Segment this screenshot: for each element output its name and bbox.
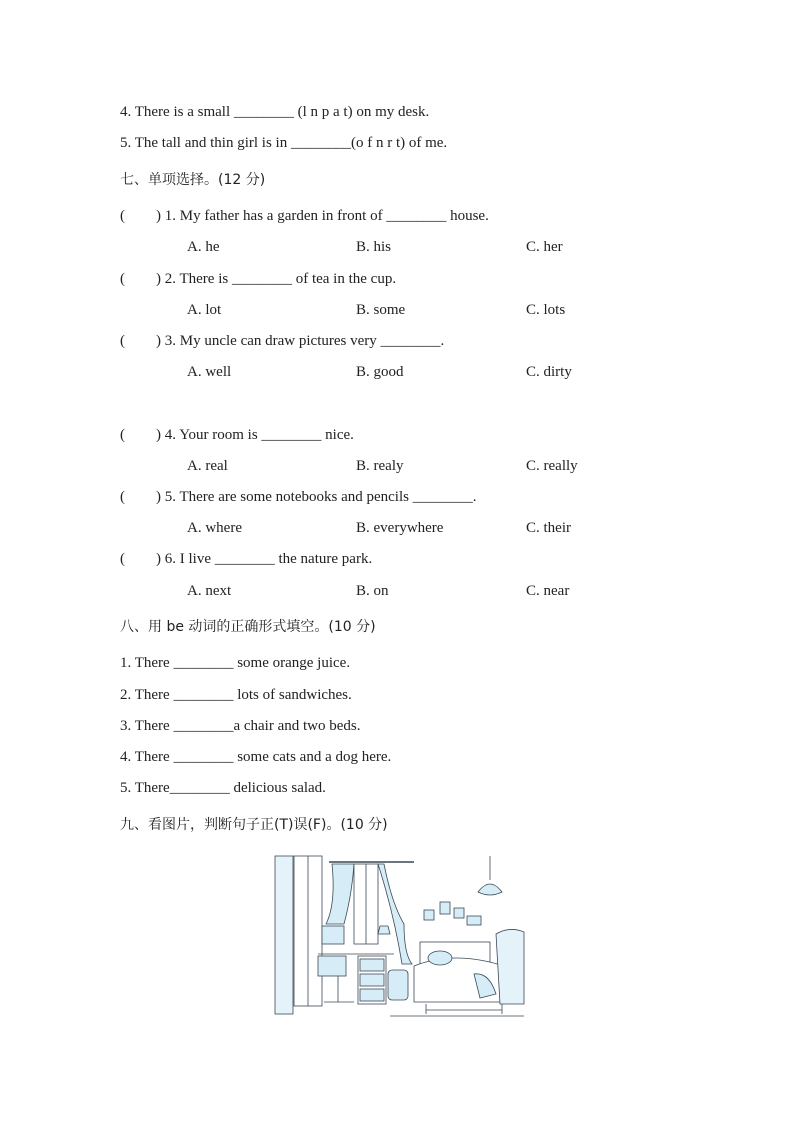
option-b: B. everywhere [356,520,444,536]
answer-paren[interactable]: ( [120,551,125,567]
answer-paren[interactable]: ( [120,333,125,349]
question-stem: ) 5. There are some notebooks and pencils ________. [156,489,477,505]
option-a: A. real [187,458,228,474]
option-a: A. well [187,364,232,380]
option-b: B. on [356,583,389,599]
option-c: C. lots [526,302,566,318]
question-stem: ) 6. I live ________ the nature park. [156,551,373,567]
question-stem: ) 1. My father has a garden in front of ________ house. [156,208,489,224]
section-8-heading: 八、用 be 动词的正确形式填空。(10 分) [120,619,376,635]
option-a: A. he [187,239,220,255]
option-a: A. lot [187,302,222,318]
section-9-heading: 九、看图片，判断句子正(T)误(F)。(10 分) [120,817,388,833]
fill-sentence-4: 4. There is a small ________ (l n p a t) on my desk. [120,104,430,120]
option-b: B. good [356,364,404,380]
option-b: B. some [356,302,406,318]
question-stem: ) 3. My uncle can draw pictures very ________. [156,333,445,349]
answer-paren[interactable]: ( [120,427,125,443]
be-verb-item-2: 2. There ________ lots of sandwiches. [120,687,352,703]
answer-paren[interactable]: ( [120,271,125,287]
be-verb-item-1: 1. There ________ some orange juice. [120,655,351,671]
option-c: C. really [526,458,578,474]
option-c: C. her [526,239,563,255]
fill-sentence-5: 5. The tall and thin girl is in ________(o f n r t) of me. [120,135,448,151]
answer-paren[interactable]: ( [120,208,125,224]
option-b: B. his [356,239,392,255]
option-c: C. near [526,583,570,599]
question-stem: ) 2. There is ________ of tea in the cup. [156,271,397,287]
option-b: B. realy [356,458,404,474]
answer-paren[interactable]: ( [120,489,125,505]
be-verb-item-4: 4. There ________ some cats and a dog here. [120,749,392,765]
option-a: A. where [187,520,242,536]
bedroom-illustration [274,854,526,1018]
option-a: A. next [187,583,232,599]
option-c: C. their [526,520,571,536]
be-verb-item-5: 5. There________ delicious salad. [120,780,326,796]
option-c: C. dirty [526,364,572,380]
be-verb-item-3: 3. There ________a chair and two beds. [120,718,361,734]
question-stem: ) 4. Your room is ________ nice. [156,427,354,443]
section-7-heading: 七、单项选择。(12 分) [120,172,266,188]
